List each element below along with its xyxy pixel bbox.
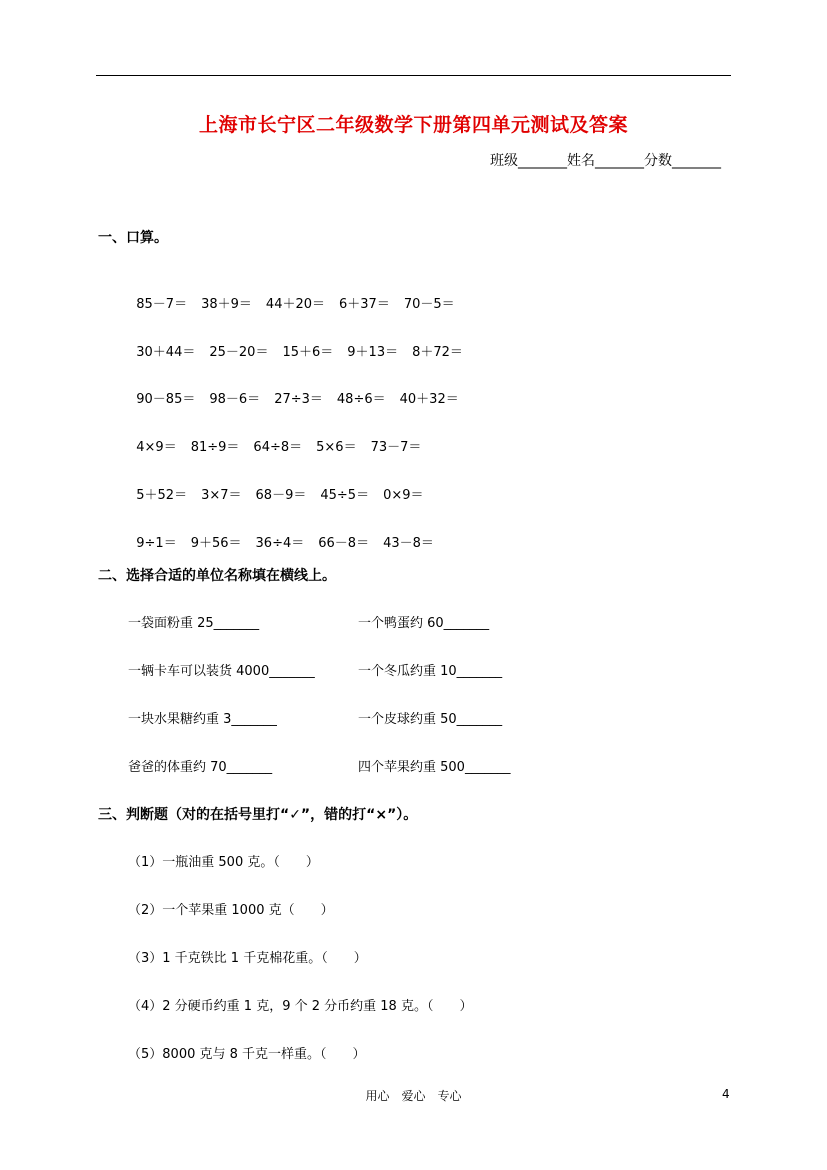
calc-item: 3×7＝ — [201, 488, 242, 503]
unit-item: 一个冬瓜约重 10_______ — [358, 664, 503, 679]
calc-item: 4×9＝ — [136, 440, 177, 455]
calc-item: 48÷6＝ — [336, 392, 386, 407]
unit-item: 一块水果糖约重 3_______ — [128, 712, 277, 727]
student-info-line: 班级_______姓名_______分数_______ — [490, 153, 721, 169]
judge-item: （3）1 千克铁比 1 千克棉花重。（ ） — [128, 951, 367, 966]
calc-item: 45÷5＝ — [320, 488, 370, 503]
calc-item: 38＋9＝ — [201, 297, 252, 312]
judge-item: （1）一瓶油重 500 克。（ ） — [128, 855, 319, 870]
calc-item: 5＋52＝ — [136, 488, 188, 503]
calc-item: 90－85＝ — [136, 392, 196, 407]
header-rule — [96, 75, 731, 76]
calc-item: 81÷9＝ — [190, 440, 240, 455]
calc-item: 25－20＝ — [209, 345, 269, 360]
calc-row — [128, 278, 469, 312]
calc-item: 9÷1＝ — [136, 536, 177, 551]
unit-item: 一个皮球约重 50_______ — [358, 712, 503, 727]
section2-heading: 二、选择合适的单位名称填在横线上。 — [98, 568, 336, 584]
page-title: 上海市长宁区二年级数学下册第四单元测试及答案 — [198, 114, 628, 136]
calc-item: 9＋56＝ — [190, 536, 242, 551]
judge-item: （4）2 分硬币约重 1 克，9 个 2 分币约重 18 克。（ ） — [128, 999, 473, 1014]
calc-item: 8＋72＝ — [412, 345, 463, 360]
calc-item: 44＋20＝ — [265, 297, 326, 312]
calc-item: 85－7＝ — [136, 297, 188, 312]
page-number: 4 — [722, 1087, 730, 1101]
calc-item: 27÷3＝ — [274, 392, 323, 407]
calc-item: 66－8＝ — [318, 536, 370, 551]
judge-item: （2）一个苹果重 1000 克（ ） — [128, 903, 334, 918]
calc-item: 30＋44＝ — [136, 345, 196, 360]
section3-heading: 三、判断题（对的在括号里打“✓”，错的打“×”）。 — [98, 807, 418, 823]
calc-item: 36÷4＝ — [255, 536, 305, 551]
unit-item: 一个鸭蛋约 60_______ — [358, 616, 490, 631]
unit-item: 一辆卡车可以装货 4000_______ — [128, 664, 315, 679]
calc-item: 9＋13＝ — [347, 345, 399, 360]
calc-row — [128, 373, 473, 407]
calc-item: 40＋32＝ — [399, 392, 459, 407]
calc-row — [128, 517, 448, 551]
unit-item: 四个苹果约重 500_______ — [358, 760, 511, 775]
section1-heading: 一、口算。 — [98, 230, 168, 246]
unit-item: 一袋面粉重 25_______ — [128, 616, 260, 631]
calc-row — [128, 421, 435, 455]
unit-item: 爸爸的体重约 70_______ — [128, 760, 273, 775]
calc-item: 5×6＝ — [316, 440, 357, 455]
calc-item: 98－6＝ — [209, 392, 261, 407]
calc-row — [128, 469, 438, 503]
calc-item: 0×9＝ — [383, 488, 424, 503]
calc-item: 70－5＝ — [403, 297, 455, 312]
calc-item: 64÷8＝ — [253, 440, 303, 455]
calc-item: 15＋6＝ — [282, 345, 334, 360]
judge-item: （5）8000 克与 8 千克一样重。（ ） — [128, 1047, 366, 1062]
calc-item: 68－9＝ — [255, 488, 307, 503]
calc-item: 6＋37＝ — [339, 297, 390, 312]
calc-row — [128, 326, 477, 360]
calc-item: 43－8＝ — [383, 536, 434, 551]
page-footer: 用心 爱心 专心 — [365, 1089, 462, 1103]
calc-item: 73－7＝ — [370, 440, 422, 455]
